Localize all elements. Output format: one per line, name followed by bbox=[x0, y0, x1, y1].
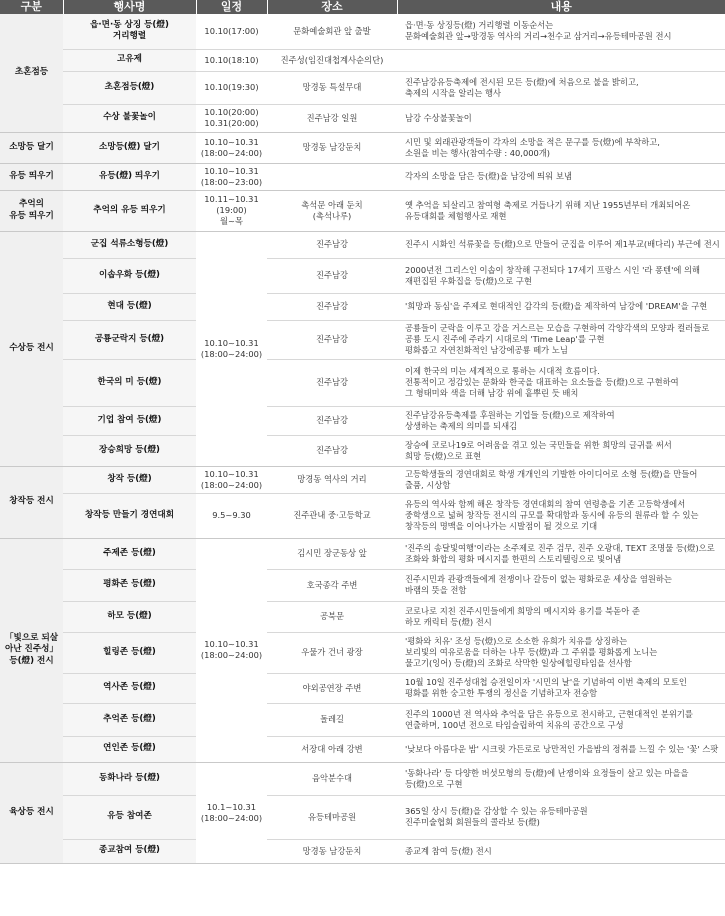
text-line: 각자의 소망을 담은 등(燈)을 남강에 띄워 보냄 bbox=[405, 171, 572, 182]
place-cell bbox=[267, 673, 397, 703]
category-cell bbox=[0, 14, 63, 132]
description-cell bbox=[397, 71, 725, 104]
text-line: 코로나로 지친 진주시민들에게 희망의 메시지와 용기를 북돋아 준 bbox=[405, 605, 640, 616]
text-line: 옛 추억을 되살리고 참여형 축제로 거듭나기 위해 지난 1955년부터 개최되어온 bbox=[405, 199, 691, 210]
category-cell bbox=[0, 132, 63, 163]
place-cell bbox=[267, 762, 397, 795]
description-cell bbox=[397, 231, 725, 258]
text-line: 상생하는 축제의 의미를 되새김 bbox=[405, 420, 518, 431]
table-row bbox=[0, 104, 725, 132]
schedule-cell bbox=[196, 49, 267, 71]
text-line: 현대 등(燈) bbox=[107, 300, 152, 311]
text-line: (18:00~24:00) bbox=[200, 147, 263, 158]
schedule-cell bbox=[196, 190, 267, 231]
text-line: 초혼점등(燈) bbox=[104, 81, 155, 92]
text-line: 한국의 미 등(燈) bbox=[97, 376, 162, 387]
event-name-cell bbox=[63, 104, 196, 132]
table-row bbox=[0, 293, 725, 320]
place-cell bbox=[267, 104, 397, 132]
table-row bbox=[0, 320, 725, 359]
text-line: 진주남강 bbox=[315, 415, 349, 426]
text-line: 망경동 특설무대 bbox=[302, 82, 362, 93]
place-cell bbox=[267, 163, 397, 190]
text-line: 읍·면·동 상징 등(燈) bbox=[90, 19, 169, 30]
place-cell bbox=[267, 359, 397, 406]
text-line: 진주남강 bbox=[315, 270, 349, 281]
description-cell bbox=[397, 493, 725, 538]
event-name-cell bbox=[63, 435, 196, 466]
text-line: 10.10(18:10) bbox=[204, 54, 259, 65]
table-row bbox=[0, 762, 725, 795]
text-line: 진주남강 bbox=[315, 301, 349, 312]
event-name-cell bbox=[63, 359, 196, 406]
description-cell bbox=[397, 104, 725, 132]
text-line: 우물가 건너 광장 bbox=[301, 647, 363, 658]
text-line: 이솝우화 등(燈) bbox=[99, 269, 160, 280]
text-line: 추억의 bbox=[19, 199, 44, 210]
description-cell bbox=[397, 466, 725, 493]
text-line: 시민 및 외래관광객들이 각자의 소망을 적은 문구를 등(燈)에 부착하고, bbox=[405, 136, 660, 147]
text-line: '동화나라' 등 다양한 버섯모형의 등(燈)에 난쟁이와 요정들이 살고 있는 마을을 bbox=[405, 767, 689, 778]
text-line: 망경동 남강둔치 bbox=[302, 845, 362, 856]
text-line: 평화를 위한 숭고한 투쟁의 정신을 기념하고자 전승함 bbox=[405, 688, 598, 698]
description-cell bbox=[397, 132, 725, 163]
place-cell bbox=[267, 538, 397, 569]
description-cell bbox=[397, 190, 725, 231]
text-line: 등(燈)으로 구현 bbox=[405, 778, 463, 789]
place-cell bbox=[267, 71, 397, 104]
text-line: 진주미술협회 회원들의 콜라보 등(燈) bbox=[405, 817, 540, 827]
event-name-cell bbox=[63, 406, 196, 435]
table-row bbox=[0, 673, 725, 703]
text-line: 초혼점등 bbox=[14, 67, 49, 78]
description-cell bbox=[397, 258, 725, 293]
text-line: 진주남강 일원 bbox=[306, 112, 358, 123]
text-line: 망경동 역사의 거리 bbox=[297, 474, 367, 485]
description-cell bbox=[397, 673, 725, 703]
text-line: 10.10~10.31 bbox=[204, 639, 259, 650]
schedule-cell bbox=[196, 14, 267, 49]
event-name-cell bbox=[63, 703, 196, 736]
text-line: 야외공연장 주변 bbox=[302, 682, 362, 693]
text-line: 창작등 만들기 경연대회 bbox=[85, 509, 174, 520]
description-cell bbox=[397, 163, 725, 190]
header-category: 구분 bbox=[0, 0, 63, 14]
text-line: 진주남강 bbox=[315, 334, 349, 345]
event-name-cell bbox=[63, 293, 196, 320]
text-line: 하모 등(燈) bbox=[107, 610, 152, 621]
text-line: 연출하며, 100년 전으로 타임슬립하여 치유의 공간으로 구성 bbox=[405, 719, 624, 730]
text-line: 365일 상시 등(燈)을 감상할 수 있는 유등테마공원 bbox=[405, 806, 588, 817]
place-cell bbox=[267, 632, 397, 673]
text-line: 10.31(20:00) bbox=[204, 118, 259, 128]
event-name-cell bbox=[63, 466, 196, 493]
text-line: 유등 띄우기 bbox=[9, 210, 54, 221]
category-cell bbox=[0, 163, 63, 190]
text-line: 소망등(燈) 달기 bbox=[99, 141, 160, 152]
text-line: 창작등 전시 bbox=[9, 496, 54, 507]
text-line: 고등학생들의 경연대회로 학생 개개인의 기발한 아이디어로 소형 등(燈)을 만들어 bbox=[405, 468, 698, 479]
text-line: 바램의 뜻을 전함 bbox=[405, 585, 467, 595]
event-name-cell bbox=[63, 132, 196, 163]
text-line: 서장대 아래 강변 bbox=[301, 743, 363, 754]
text-line: (촉석나루) bbox=[312, 210, 352, 221]
text-line: 수상등 전시 bbox=[9, 342, 54, 353]
event-name-cell bbox=[63, 320, 196, 359]
text-line: 진주시민과 관광객들에게 전쟁이나 갈등이 없는 평화로운 세상을 염원하는 bbox=[405, 574, 672, 585]
description-cell bbox=[397, 703, 725, 736]
text-line: 호국종각 주변 bbox=[306, 579, 358, 590]
text-line: 진주관내 중·고등학교 bbox=[293, 510, 371, 521]
description-cell bbox=[397, 839, 725, 863]
text-line: 10.10~10.31 bbox=[204, 165, 259, 176]
text-line: 보리빛의 여유로움을 더하는 나무 등(燈)과 그 주위를 평화롭게 노니는 bbox=[405, 647, 658, 658]
text-line: 「빛으로 되살 bbox=[4, 632, 59, 643]
description-cell bbox=[397, 49, 725, 71]
table-row bbox=[0, 632, 725, 673]
text-line: 진주성(임진대첩계사순의단) bbox=[280, 54, 384, 65]
text-line: 소망등 달기 bbox=[9, 141, 54, 152]
text-line: 진주시 시화인 석류꽃을 등(燈)으로 만들어 군집을 이루어 제1부교(배다리) 부근에 전시 bbox=[405, 239, 720, 250]
text-line: 공룡 도시 진주에 주라기 시대로의 'Time Leap'를 구현 bbox=[405, 334, 605, 345]
event-name-cell bbox=[63, 258, 196, 293]
text-line: '낮보다 아름다운 밤' 시크릿 가든로로 낭만적인 가을밤의 정취를 느낄 수 있는 '꽃' 스팟 bbox=[405, 743, 719, 754]
description-cell bbox=[397, 293, 725, 320]
text-line: 진주남강 bbox=[315, 445, 349, 456]
text-line: 소원을 비는 행사(참여수량 : 40,000개) bbox=[405, 147, 551, 158]
table-row bbox=[0, 493, 725, 538]
event-name-cell bbox=[63, 163, 196, 190]
place-cell bbox=[267, 493, 397, 538]
event-name-cell bbox=[63, 736, 196, 762]
place-cell bbox=[267, 406, 397, 435]
table-body bbox=[0, 14, 725, 863]
table-row bbox=[0, 14, 725, 49]
table-row bbox=[0, 569, 725, 601]
text-line: (18:00~24:00) bbox=[200, 650, 263, 660]
header-content: 내용 bbox=[397, 0, 725, 14]
text-line: 유등(燈) 띄우기 bbox=[99, 170, 160, 181]
table-row bbox=[0, 359, 725, 406]
text-line: 재편집된 우화집을 등(燈)으로 구현 bbox=[405, 275, 532, 286]
description-cell bbox=[397, 406, 725, 435]
text-line: 등(燈) 전시 bbox=[9, 655, 54, 666]
text-line: 힐링존 등(燈) bbox=[103, 646, 156, 657]
place-cell bbox=[267, 601, 397, 632]
event-name-cell bbox=[63, 795, 196, 839]
text-line: 9.5~9.30 bbox=[212, 510, 251, 521]
text-line: 진주남강 bbox=[315, 377, 349, 388]
text-line: (18:00~24:00) bbox=[200, 479, 263, 490]
text-line: 월~목 bbox=[220, 215, 243, 226]
text-line: '진주의 송달빛여행'이라는 소주제로 진주 검무, 진주 오광대, TEXT 조명물 등(燈)으로 bbox=[405, 542, 715, 553]
text-line: 10.10(20:00) bbox=[204, 107, 259, 118]
category-cell bbox=[0, 190, 63, 231]
place-cell bbox=[267, 293, 397, 320]
text-line: 10.11~10.31 bbox=[204, 194, 259, 205]
table-row bbox=[0, 163, 725, 190]
text-line: 돌레길 bbox=[319, 714, 345, 725]
event-name-cell bbox=[63, 601, 196, 632]
schedule-cell bbox=[196, 538, 267, 762]
table-row bbox=[0, 231, 725, 258]
text-line: 거리행렬 bbox=[112, 31, 147, 42]
event-name-cell bbox=[63, 190, 196, 231]
text-line: 10.10~10.31 bbox=[204, 136, 259, 147]
text-line: 물고기(잉어) 등(燈)의 조화로 삭막한 일상에힐링타임을 선사함 bbox=[405, 657, 632, 668]
text-line: 김시민 장군동상 앞 bbox=[297, 548, 367, 559]
text-line: 진주남강유등축제를 후원하는 기업들 등(燈)으로 제작하여 bbox=[405, 409, 615, 420]
header-place: 장소 bbox=[267, 0, 397, 14]
text-line: 출품, 시상함 bbox=[405, 479, 451, 490]
text-line: 장승에 코로나19로 어려움을 겪고 있는 국민들을 위한 희망의 글귀를 써서 bbox=[405, 439, 672, 450]
event-name-cell bbox=[63, 231, 196, 258]
text-line: 동화나라 등(燈) bbox=[99, 772, 160, 783]
event-name-cell bbox=[63, 569, 196, 601]
event-name-cell bbox=[63, 49, 196, 71]
text-line: 10.10~10.31 bbox=[204, 337, 259, 348]
event-name-cell bbox=[63, 839, 196, 863]
text-line: 창작등의 명맥을 이어나가는 시발점이 될 것으로 기대 bbox=[405, 520, 598, 531]
text-line: 진주남강유등축제에 전시된 모든 등(燈)에 처음으로 불을 밝히고, bbox=[405, 76, 639, 87]
description-cell bbox=[397, 736, 725, 762]
description-cell bbox=[397, 601, 725, 632]
category-cell bbox=[0, 762, 63, 863]
description-cell bbox=[397, 435, 725, 466]
text-line: 유등 참여존 bbox=[107, 811, 152, 822]
place-cell bbox=[267, 258, 397, 293]
event-name-cell bbox=[63, 14, 196, 49]
event-name-cell bbox=[63, 632, 196, 673]
text-line: 육상등 전시 bbox=[9, 806, 54, 817]
category-cell bbox=[0, 231, 63, 466]
text-line: 희망 등(燈)으로 표현 bbox=[405, 450, 482, 461]
text-line: 종교참여 등(燈) bbox=[99, 845, 160, 856]
text-line: 창작 등(燈) bbox=[107, 473, 152, 484]
schedule-cell bbox=[196, 71, 267, 104]
text-line: 공북문 bbox=[319, 611, 345, 622]
event-name-cell bbox=[63, 762, 196, 795]
schedule-cell bbox=[196, 762, 267, 863]
table-header-row bbox=[0, 0, 725, 14]
event-name-cell bbox=[63, 493, 196, 538]
text-line: 역사존 등(燈) bbox=[103, 682, 156, 693]
place-cell bbox=[267, 320, 397, 359]
text-line: 진주남강 bbox=[315, 239, 349, 250]
place-cell bbox=[267, 569, 397, 601]
table-row bbox=[0, 258, 725, 293]
table-row bbox=[0, 538, 725, 569]
text-line: 아난 진주성」 bbox=[4, 644, 59, 655]
table-row bbox=[0, 736, 725, 762]
description-cell bbox=[397, 632, 725, 673]
text-line: 기업 참여 등(燈) bbox=[97, 414, 162, 425]
text-line: 이제 한국의 미는 세계적으로 통하는 시대적 흐름이다. bbox=[405, 366, 600, 377]
place-cell bbox=[267, 231, 397, 258]
place-cell bbox=[267, 703, 397, 736]
description-cell bbox=[397, 538, 725, 569]
text-line: 전통적이고 정감있는 문화와 한국을 대표하는 요소들을 등(燈)으로 구현하여 bbox=[405, 377, 679, 388]
place-cell bbox=[267, 736, 397, 762]
description-cell bbox=[397, 359, 725, 406]
text-line: 군집 석류소형등(燈) bbox=[90, 238, 169, 249]
description-cell bbox=[397, 795, 725, 839]
text-line: 평화존 등(燈) bbox=[103, 579, 156, 590]
event-name-cell bbox=[63, 673, 196, 703]
table-row bbox=[0, 406, 725, 435]
table-row bbox=[0, 703, 725, 736]
text-line: 하모 캐릭터 등(燈) 전시 bbox=[405, 616, 492, 627]
text-line: 망경동 남강둔치 bbox=[302, 142, 362, 153]
text-line: (18:00~24:00) bbox=[200, 812, 263, 823]
schedule-cell bbox=[196, 493, 267, 538]
table-row bbox=[0, 190, 725, 231]
description-cell bbox=[397, 569, 725, 601]
text-line: 2000년전 그리스인 이솝이 창작해 구전되다 17세기 프랑스 시인 '라 퐁텐'에 의해 bbox=[405, 264, 701, 275]
text-line: 공룡군락지 등(燈) bbox=[94, 333, 165, 344]
text-line: (19:00) bbox=[216, 205, 247, 216]
text-line: 추억존 등(燈) bbox=[103, 713, 156, 724]
text-line: 장승희망 등(燈) bbox=[99, 444, 160, 455]
table-row bbox=[0, 601, 725, 632]
category-cell bbox=[0, 466, 63, 538]
text-line: 유등대회를 체험행사로 재현 bbox=[405, 210, 507, 221]
text-line: 조화와 화합의 평화 메시지를 한편의 스토리텔링으로 빛어냄 bbox=[405, 553, 622, 564]
text-line: 공룡들이 군락을 이루고 강을 거스르는 모습을 구현하여 각양각색의 모양과 컬러들로 bbox=[405, 323, 710, 334]
text-line: 중학생으로 넓혀 창작등 전시의 규모를 확대함과 동시에 유등의 원류라 할 수 있는 bbox=[405, 510, 699, 521]
text-line: 유등의 역사와 함께 해온 창작등 경연대회의 참여 연령층을 기존 고등학생에서 bbox=[405, 499, 686, 510]
text-line: '평화와 치유' 조성 등(燈)으로 소소한 유희가 치유를 상징하는 bbox=[405, 636, 628, 647]
text-line: 고유제 bbox=[117, 54, 142, 65]
place-cell bbox=[267, 14, 397, 49]
event-name-cell bbox=[63, 71, 196, 104]
text-line: 촉석문 아래 둔치 bbox=[301, 199, 363, 210]
text-line: 10.1~10.31 bbox=[206, 801, 257, 812]
table-row bbox=[0, 435, 725, 466]
place-cell bbox=[267, 132, 397, 163]
place-cell bbox=[267, 839, 397, 863]
text-line: 주제존 등(燈) bbox=[103, 547, 156, 558]
description-cell bbox=[397, 762, 725, 795]
text-line: 그 형태미와 색을 더해 남강 위에 흩뿌린 듯 배치 bbox=[405, 387, 579, 398]
table-row bbox=[0, 839, 725, 863]
text-line: 연인존 등(燈) bbox=[103, 743, 156, 754]
text-line: (18:00~24:00) bbox=[200, 348, 263, 359]
text-line: 10.10~10.31 bbox=[204, 468, 259, 479]
table-row bbox=[0, 71, 725, 104]
schedule-cell bbox=[196, 466, 267, 493]
place-cell bbox=[267, 435, 397, 466]
event-name-cell bbox=[63, 538, 196, 569]
text-line: 추억의 유등 띄우기 bbox=[93, 204, 166, 215]
place-cell bbox=[267, 190, 397, 231]
header-schedule: 일정 bbox=[196, 0, 267, 14]
description-cell bbox=[397, 14, 725, 49]
text-line: 문화예술회관 앞→망경동 역사의 거리→천수교 삼거리→유등테마공원 전시 bbox=[405, 31, 672, 42]
text-line: 유등 띄우기 bbox=[9, 170, 54, 181]
schedule-cell bbox=[196, 231, 267, 466]
place-cell bbox=[267, 466, 397, 493]
schedule-cell bbox=[196, 132, 267, 163]
text-line: 진주의 1000년 전 역사와 추억을 담은 유등으로 전시하고, 근현대적인 분위기를 bbox=[405, 708, 693, 719]
text-line: '희망과 동심'을 주제로 현대적인 감각의 등(燈)을 제작하여 남강에 'DREAM'을 구현 bbox=[405, 301, 708, 312]
header-event-name: 행사명 bbox=[63, 0, 196, 14]
place-cell bbox=[267, 49, 397, 71]
text-line: 10.10(17:00) bbox=[204, 25, 259, 36]
text-line: 10월 10일 진주성대첩 승전일이자 '시민의 날'을 기념하여 이번 축제의 모토인 bbox=[405, 677, 687, 688]
schedule-cell bbox=[196, 163, 267, 190]
text-line: 평화롭고 자연친화적인 남강에공룡 떼가 노님 bbox=[405, 344, 568, 355]
category-cell bbox=[0, 538, 63, 762]
table-row bbox=[0, 132, 725, 163]
text-line: 읍·면·동 상징등(燈) 거리행렬 이동순서는 bbox=[405, 20, 554, 31]
table-row bbox=[0, 49, 725, 71]
text-line: 유등테마공원 bbox=[307, 811, 357, 822]
text-line: 문화예술회관 앞 출발 bbox=[293, 25, 371, 36]
text-line: 음악분수대 bbox=[311, 773, 353, 784]
text-line: 10.10(19:30) bbox=[204, 82, 259, 93]
text-line: 수상 불꽃놀이 bbox=[103, 112, 156, 123]
schedule-cell bbox=[196, 104, 267, 132]
table-row bbox=[0, 466, 725, 493]
text-line: (18:00~23:00) bbox=[200, 176, 263, 187]
table-row bbox=[0, 795, 725, 839]
text-line: 축제의 시작을 알리는 행사 bbox=[405, 87, 502, 98]
description-cell bbox=[397, 320, 725, 359]
text-line: 남강 수상불꽃놀이 bbox=[405, 112, 472, 123]
text-line: 종교계 참여 등(燈) 전시 bbox=[405, 845, 492, 856]
place-cell bbox=[267, 795, 397, 839]
